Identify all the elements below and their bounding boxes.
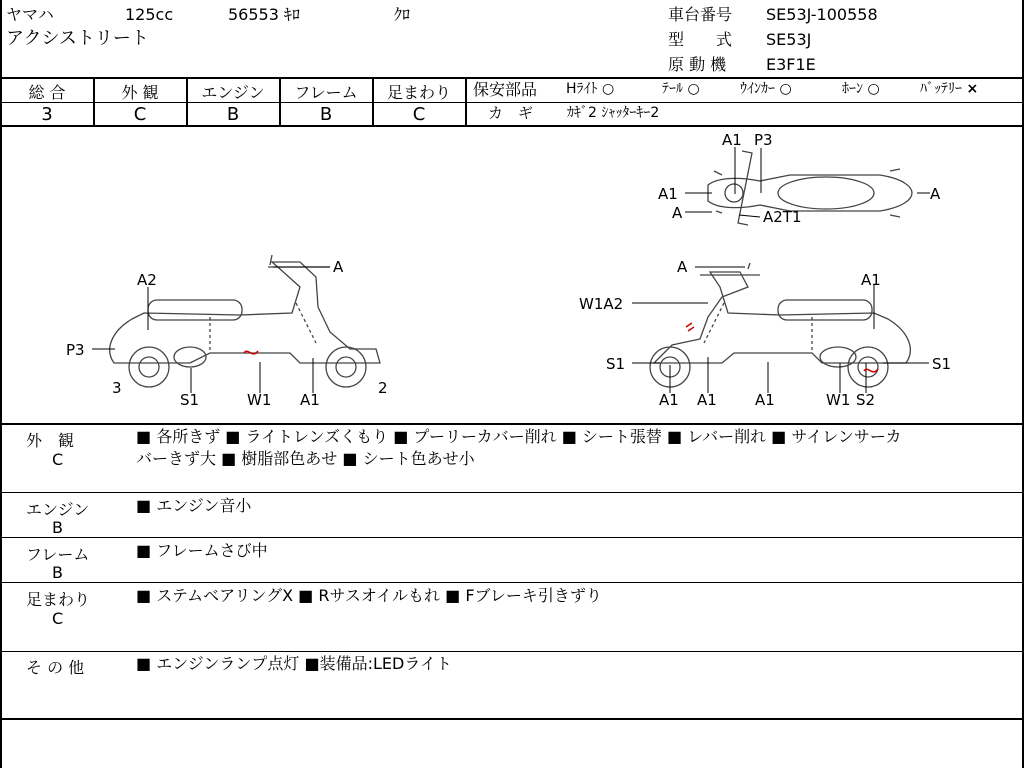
suspension-grade-label: 足まわり [386, 83, 451, 102]
frame-no: SE53J-100558 [766, 5, 878, 24]
section-frame-grade: B [52, 563, 63, 582]
diag-label-left: W1 [247, 391, 272, 409]
scooter-top-view [708, 151, 912, 225]
frame-no-label: 車台番号 [668, 5, 733, 24]
safety-item-winker: ｳｲﾝｶｰ ○ [740, 81, 792, 97]
diag-label-top: A2T1 [763, 208, 802, 226]
section-engine-label: エンジン [26, 500, 90, 519]
section-suspension-label: 足まわり [26, 590, 91, 609]
model-code: SE53J [766, 30, 812, 49]
diag-label-right: S1 [932, 355, 952, 373]
key-label: カ ギ [488, 104, 534, 122]
section-suspension-grade: C [52, 609, 64, 628]
safety-rule [466, 102, 1024, 103]
safety-item-headlight: Hﾗｲﾄ ○ [566, 81, 615, 97]
diag-label-left: P3 [66, 341, 85, 359]
safety-item-tail: ﾃｰﾙ ○ [662, 81, 700, 97]
section-exterior-label: 外 観 [26, 431, 75, 450]
color: ｸﾛ [394, 5, 411, 24]
section-exterior-grade: C [52, 450, 64, 469]
model-label: 型 式 [668, 30, 733, 49]
diag-label-top: A [672, 204, 683, 222]
section-exterior-text: ■ 各所きず ■ ライトレンズくもり ■ プーリーカバー削れ ■ シート張替 ■ レバー削れ ■ サイレンサーカ [136, 427, 902, 446]
grade-table-top-rule [0, 77, 1024, 79]
section-other-text: ■ エンジンランプ点灯 ■装備品:LEDライト [136, 654, 452, 673]
displacement: 125cc [125, 5, 174, 24]
diag-label-left: A2 [137, 271, 157, 289]
sections-top-rule [0, 423, 1024, 425]
exterior-grade-label: 外 観 [121, 83, 159, 102]
maker: ヤマハ [6, 5, 54, 24]
section-other-label: そ の 他 [26, 658, 85, 677]
diag-label-right: A1 [659, 391, 679, 409]
diag-label-right: W1A2 [579, 295, 624, 313]
total-grade: 3 [41, 104, 53, 125]
section-rule [0, 537, 1024, 538]
diag-label-top: A1 [658, 185, 678, 203]
diag-label-left: 2 [378, 379, 388, 397]
model-name: アクシストリート [6, 28, 149, 49]
total-grade-label: 総 合 [28, 83, 66, 102]
diag-label-left: A [333, 258, 344, 276]
section-rule [0, 492, 1024, 493]
engine-label: 原 動 機 [668, 55, 727, 74]
diag-label-right: A1 [861, 271, 881, 289]
safety-item-horn: ﾎｰﾝ ○ [842, 81, 880, 97]
diag-label-right: A [677, 258, 688, 276]
keys-value: ｶｷﾞ2 ｼｬｯﾀｰｷｰ2 [567, 105, 660, 121]
engine-code: E3F1E [766, 55, 816, 74]
diag-label-top: P3 [754, 131, 773, 149]
section-suspension-text: ■ ステムベアリングX ■ Rサスオイルもれ ■ Fブレーキ引きずり [136, 586, 602, 605]
section-engine-text: ■ エンジン音小 [136, 496, 252, 515]
diag-label-right: A1 [697, 391, 717, 409]
diag-label-left: A1 [300, 391, 320, 409]
section-engine-grade: B [52, 518, 63, 537]
diag-label-right: A1 [755, 391, 775, 409]
section-exterior-text-2: バーきず大 ■ 樹脂部色あせ ■ シート色あせ小 [136, 449, 475, 468]
engine-grade-label: エンジン [201, 83, 265, 102]
frame-grade-label: フレーム [294, 83, 358, 102]
diag-label-top: A [930, 185, 941, 203]
section-rule [0, 651, 1024, 652]
section-frame-text: ■ フレームさび中 [136, 541, 268, 560]
mileage: 56553 ｷﾛ [228, 5, 300, 24]
diag-label-right: W1 [826, 391, 851, 409]
safety-label: 保安部品 [473, 80, 538, 99]
safety-item-battery: ﾊﾞｯﾃﾘｰ × [920, 81, 979, 97]
diag-label-right: S2 [856, 391, 876, 409]
sections-bottom-rule [0, 718, 1024, 720]
diag-label-top: A1 [722, 131, 742, 149]
diag-label-right: S1 [606, 355, 626, 373]
engine-grade: B [226, 104, 240, 125]
section-frame-label: フレーム [26, 545, 90, 564]
section-rule [0, 582, 1024, 583]
diag-label-left: S1 [180, 391, 200, 409]
frame-grade: B [319, 104, 333, 125]
exterior-grade: C [133, 104, 147, 125]
suspension-grade: C [412, 104, 426, 125]
diag-label-left: 3 [112, 379, 122, 397]
damage-diagram [0, 127, 1024, 423]
